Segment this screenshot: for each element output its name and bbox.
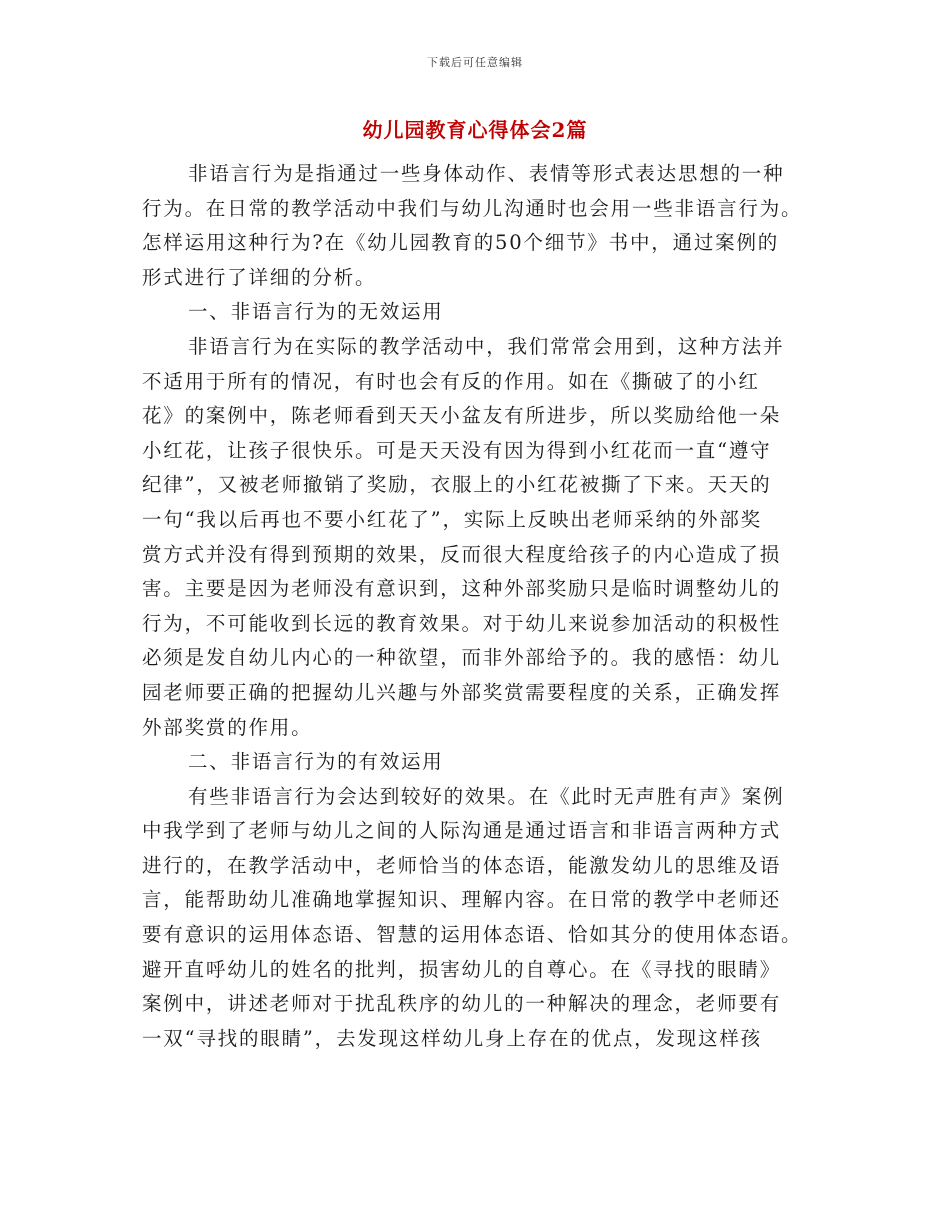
text-line: 行为。在日常的教学活动中我们与幼儿沟通时也会用一些非语言行为。	[142, 196, 803, 220]
text-line: 一双“寻找的眼睛”，去发现这样幼儿身上存在的优点，发现这样孩	[142, 1026, 762, 1050]
text-line: 行为，不可能收到长远的教育效果。对于幼儿来说参加活动的积极性	[142, 611, 782, 635]
text-line: 形式进行了详细的分析。	[142, 265, 377, 289]
text-line: 一、非语言行为的无效运用	[188, 300, 444, 324]
text-line: 园老师要正确的把握幼儿兴趣与外部奖赏需要程度的关系，正确发挥	[142, 680, 782, 704]
text-line: 怎样运用这种行为?在《幼儿园教育的50个细节》书中，通过案例的	[142, 231, 780, 255]
text-line: 案例中，讲述老师对于扰乱秩序的幼儿的一种解决的理念，老师要有	[142, 992, 782, 1016]
document-title: 幼儿园教育心得体会2篇	[362, 118, 588, 142]
text-line: 有些非语言行为会达到较好的效果。在《此时无声胜有声》案例	[188, 784, 785, 808]
text-line: 必须是发自幼儿内心的一种欲望，而非外部给予的。我的感悟：幼儿	[142, 646, 782, 670]
document-body	[142, 157, 810, 1056]
text-line: 不适用于所有的情况，有时也会有反的作用。如在《撕破了的小红	[142, 369, 760, 393]
text-line: 中我学到了老师与幼儿之间的人际沟通是通过语言和非语言两种方式	[142, 819, 782, 843]
text-line: 二、非语言行为的有效运用	[188, 750, 444, 774]
text-line: 花》的案例中，陈老师看到天天小盆友有所进步，所以奖励给他一朵	[142, 404, 782, 428]
text-line: 非语言行为在实际的教学活动中，我们常常会用到，这种方法并	[188, 334, 785, 358]
text-line: 害。主要是因为老师没有意识到，这种外部奖励只是临时调整幼儿的	[142, 577, 782, 601]
text-line: 非语言行为是指通过一些身体动作、表情等形式表达思想的一种	[188, 162, 785, 185]
text-line: 纪律”，又被老师撤销了奖励，衣服上的小红花被撕了下来。天天的	[142, 473, 772, 497]
header-note: 下载后可任意编辑	[427, 56, 523, 69]
text-line: 小红花，让孩子很快乐。可是天天没有因为得到小红花而一直“遵守	[142, 438, 772, 462]
text-line: 赏方式并没有得到预期的效果，反而很大程度给孩子的内心造成了损	[142, 542, 782, 566]
text-line: 一句“我以后再也不要小红花了”，实际上反映出老师采纳的外部奖	[142, 507, 762, 531]
text-line: 外部奖赏的作用。	[142, 715, 313, 739]
text-line: 进行的，在教学活动中，老师恰当的体态语，能激发幼儿的思维及语	[142, 853, 782, 877]
text-line: 言，能帮助幼儿准确地掌握知识、理解内容。在日常的教学中老师还	[142, 888, 782, 912]
text-line: 要有意识的运用体态语、智慧的运用体态语、恰如其分的使用体态语。	[142, 923, 803, 947]
text-line: 避开直呼幼儿的姓名的批判，损害幼儿的自尊心。在《寻找的眼睛》	[142, 957, 782, 981]
